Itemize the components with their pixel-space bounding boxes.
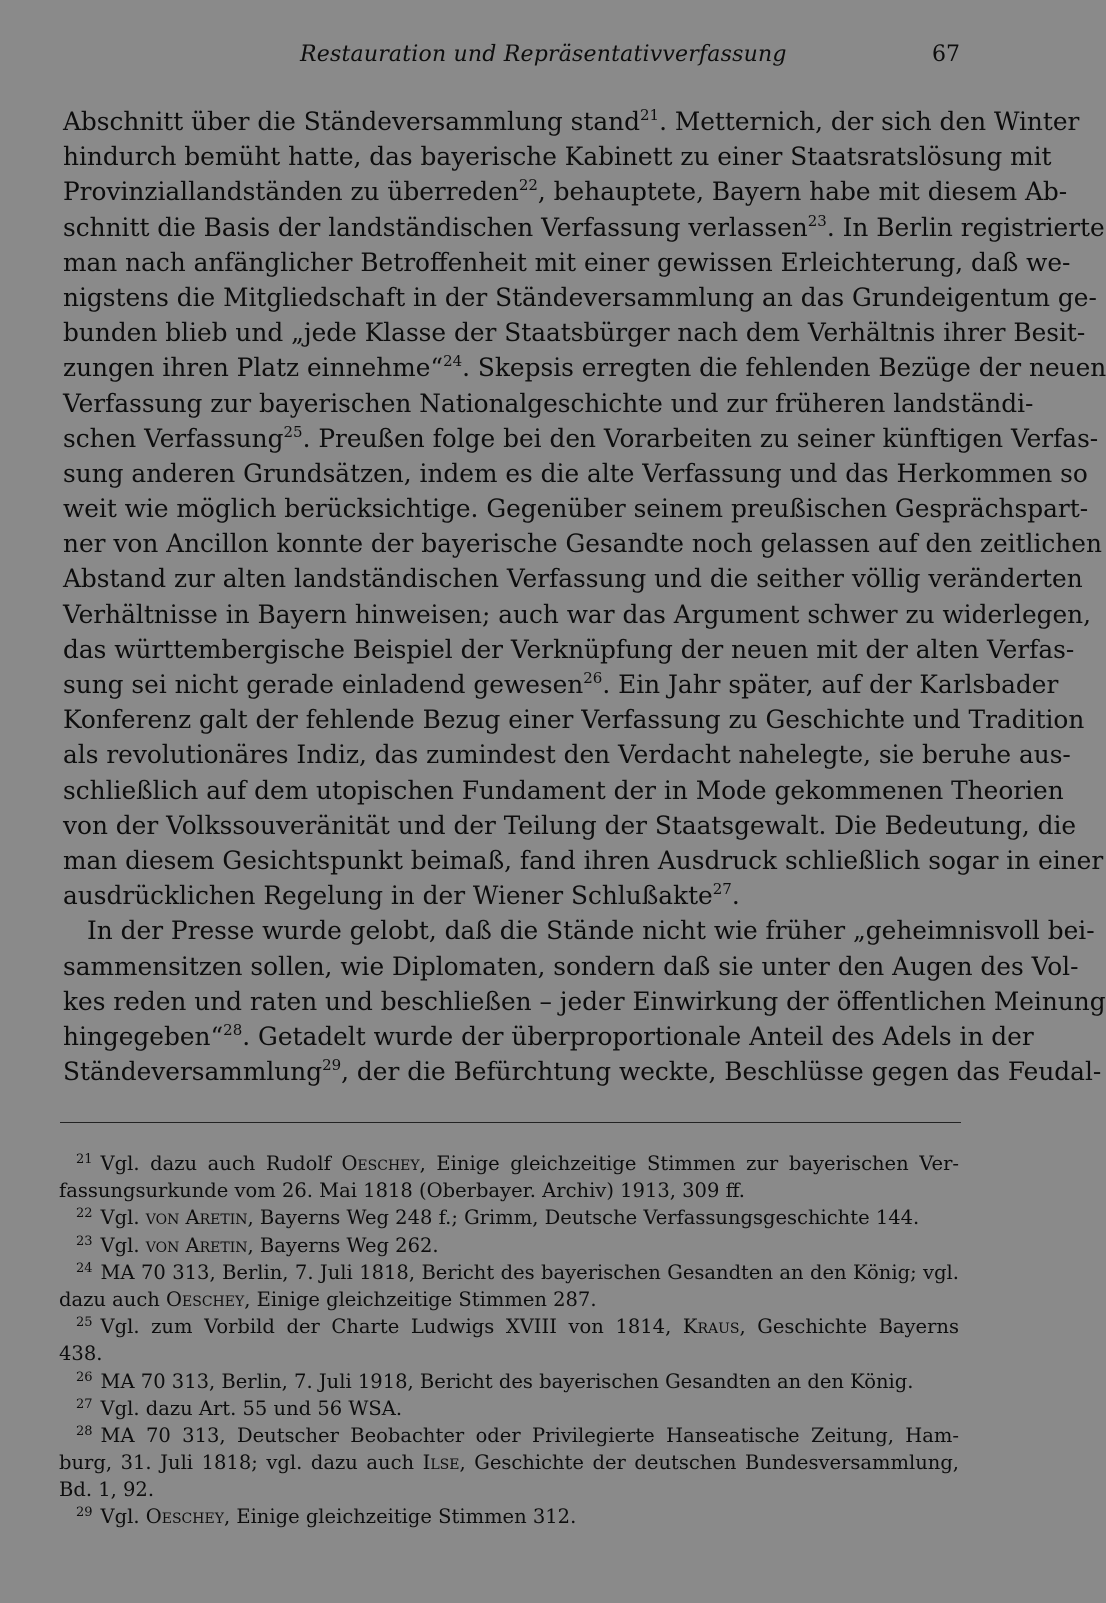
footnote-reference: 26 [583, 669, 603, 687]
author-name: von Aretin [145, 1206, 248, 1230]
footnote-reference: 28 [223, 1020, 243, 1039]
text-line [63, 315, 1086, 350]
footnote-number: 23 [76, 1233, 93, 1249]
text-run: Konferenz galt der fehlende Bezug einer Verfassung zu Geschichte und Tradition [63, 705, 1085, 735]
text-run: schließlich auf dem utopischen Fundament der in Mode gekommenen Theorien [63, 775, 1064, 805]
text-run: In der Presse wurde gelobt, daß die Stände nicht wie früher „geheimnisvoll bei- [87, 916, 1095, 946]
text-line [63, 702, 1085, 737]
text-run: bunden blieb und „jede Klasse der Staatsbürger nach dem Verhältnis ihrer Besit- [63, 318, 1086, 348]
text-run: sung sei nicht gerade einladend gewesen [63, 670, 584, 699]
text-run: . Skepsis erregten die fehlenden Bezüge der neuen [462, 353, 1106, 383]
footnote-line [59, 1177, 959, 1204]
footnote-number: 28 [76, 1423, 93, 1439]
text-line [63, 491, 1089, 526]
text-run: Provinziallandständen zu überreden [63, 177, 519, 207]
text-run: ner von Ancillon konnte der bayerische Gesandte noch gelassen auf den zeitlichen [63, 529, 1102, 559]
text-run: MA 70 313, Deutscher Beobachter oder Privilegierte Hanseatische Zeitung, Ham- [100, 1423, 959, 1447]
footnote-number: 27 [76, 1396, 93, 1412]
text-run: Abschnitt über die Ständeversammlung stand [63, 107, 640, 136]
footnote-line [59, 1259, 959, 1286]
text-run: nigstens die Mitgliedschaft in der Ständeversammlung an das Grundeigentum ge- [63, 282, 1097, 312]
text-line [63, 245, 1071, 280]
footnote-line [59, 1368, 959, 1395]
text-run: MA 70 313, Berlin, 7. Juli 1818, Bericht des bayerischen Gesandten an den König; vgl. [100, 1260, 959, 1284]
footnote-separator [60, 1122, 961, 1123]
footnote-line [59, 1150, 959, 1177]
text-run: Vgl. [100, 1505, 146, 1529]
text-run: ausdrücklichen Regelung in der Wiener Schlußakte [63, 881, 713, 911]
author-name: von Aretin [145, 1233, 248, 1257]
text-run: Vgl. [100, 1233, 146, 1257]
text-run: MA 70 313, Berlin, 7. Juli 1918, Bericht des bayerischen Gesandten an den König. [100, 1369, 914, 1393]
footnote-line [59, 1503, 959, 1530]
footnote [59, 1150, 959, 1204]
author-name: Oeschey [341, 1152, 420, 1175]
text-run: . Getadelt wurde der überproportionale Anteil des Adels in der [242, 1021, 1034, 1051]
text-run: schen Verfassung [63, 423, 284, 453]
text-line [63, 210, 1105, 245]
text-run: , Bayerns Weg 262. [247, 1233, 439, 1257]
author-name: Oeschey [166, 1287, 245, 1311]
text-run: . Metternich, der sich den Winter [659, 107, 1080, 136]
text-line [63, 773, 1064, 808]
text-run: hindurch bemüht hatte, das bayerische Kabinett zu einer Staatsratslösung mit [63, 142, 1052, 172]
text-line [63, 1054, 1102, 1089]
text-run: man diesem Gesichtspunkt beimaß, fand ihren Ausdruck schließlich sogar in einer [63, 845, 1104, 875]
footnote-line [59, 1476, 959, 1503]
text-run: , Einige gleichzeitige Stimmen zur bayerischen Ver- [419, 1152, 959, 1175]
footnote-reference: 27 [712, 880, 732, 899]
author-name: Oeschey [145, 1505, 224, 1529]
author-name: Ilse [422, 1451, 460, 1475]
text-run: . Preußen folge bei den Vorarbeiten zu seiner künftigen Verfas- [302, 423, 1099, 453]
text-run: als revolutionäres Indiz, das zumindest den Verdacht nahelegte, sie beruhe aus- [63, 740, 1071, 770]
footnote [59, 1422, 959, 1504]
text-line [63, 843, 1104, 878]
footnote [59, 1259, 959, 1313]
footnote [59, 1232, 959, 1259]
text-line [63, 737, 1071, 772]
text-run: sung anderen Grundsätzen, indem es die alte Verfassung und das Herkommen so [63, 458, 1088, 488]
text-line [63, 1019, 1034, 1054]
text-line [63, 174, 1068, 209]
text-line [63, 597, 1092, 632]
footnote [59, 1503, 959, 1530]
text-run: kes reden und raten und beschließen – jeder Einwirkung der öffentlichen Meinung [63, 986, 1106, 1016]
footnote-line [59, 1422, 959, 1449]
text-run: , Einige gleichzeitige Stimmen 287. [244, 1287, 597, 1311]
text-run: Vgl. dazu auch Rudolf [100, 1152, 342, 1175]
text-run: zungen ihren Platz einnehme“ [63, 353, 444, 383]
text-run: , Einige gleichzeitige Stimmen 312. [223, 1505, 577, 1529]
text-line [63, 949, 1079, 984]
text-line [63, 984, 1106, 1019]
text-run: schnitt die Basis der landständischen Verfassung verlassen [63, 212, 808, 242]
footnote-line [59, 1313, 959, 1340]
footnote [59, 1204, 959, 1231]
text-line [63, 808, 1077, 843]
footnote-reference: 29 [322, 1056, 342, 1075]
running-title: Restauration und Repräsentativverfassung [300, 42, 787, 67]
text-run: . Ein Jahr später, auf der Karlsbader [602, 670, 1059, 699]
text-run: Verfassung zur bayerischen Nationalgeschichte und zur früheren landständi- [63, 388, 1034, 418]
text-run: hingegeben“ [63, 1021, 224, 1051]
footnote-number: 24 [76, 1260, 93, 1276]
footnote-reference: 24 [443, 352, 463, 371]
footnotes [59, 1150, 959, 1531]
footnote-reference: 22 [518, 176, 538, 195]
paragraph [63, 104, 1106, 913]
text-line [63, 104, 1080, 139]
footnote-reference: 25 [283, 422, 303, 441]
footnote-line [59, 1340, 959, 1367]
text-run: Vgl. zum Vorbild der Charte Ludwigs XVIII von 1814, [100, 1315, 683, 1339]
text-run: . In Berlin registrierte [826, 212, 1105, 242]
text-line [63, 913, 1095, 948]
footnote-line [59, 1232, 959, 1259]
text-line [63, 139, 1052, 174]
paragraph [63, 913, 1106, 1089]
text-run: , der die Befürchtung weckte, Beschlüsse gegen das Feudal- [341, 1057, 1102, 1087]
text-line [63, 386, 1034, 421]
footnote [59, 1368, 959, 1395]
footnote-number: 21 [76, 1152, 93, 1167]
text-run: , Geschichte der deutschen Bundesversammlung, [459, 1451, 960, 1475]
footnote-line [59, 1286, 959, 1313]
footnote-number: 29 [76, 1505, 93, 1521]
footnote [59, 1395, 959, 1422]
text-line [63, 878, 959, 913]
footnote-line [59, 1449, 959, 1476]
text-run: Ständeversammlung [63, 1057, 323, 1087]
footnote-number: 26 [76, 1369, 93, 1385]
text-run: Bd. 1, 92. [59, 1478, 155, 1502]
text-line [63, 350, 1106, 385]
footnote [59, 1313, 959, 1367]
text-run: . [731, 881, 740, 911]
page-number: 67 [932, 42, 960, 67]
text-line [63, 421, 1099, 456]
text-line [63, 632, 1075, 667]
footnote-reference: 21 [639, 106, 660, 124]
text-line [63, 561, 1083, 596]
text-run: 438. [59, 1342, 103, 1366]
text-run: Vgl. dazu Art. 55 und 56 WSA. [100, 1396, 403, 1420]
text-line [63, 667, 1059, 702]
text-run: fassungsurkunde vom 26. Mai 1818 (Oberbayer. Archiv) 1913, 309 ff. [59, 1179, 745, 1203]
text-line [63, 280, 1097, 315]
text-run: burg, 31. Juli 1818; vgl. dazu auch [59, 1451, 423, 1475]
footnote-line [59, 1395, 959, 1422]
body-text [63, 104, 1106, 1089]
text-run: weit wie möglich berücksichtige. Gegenüber seinem preußischen Gesprächspart- [63, 494, 1089, 524]
text-run: Verhältnisse in Bayern hinweisen; auch war das Argument schwer zu widerlegen, [63, 599, 1092, 629]
text-run: sammensitzen sollen, wie Diplomaten, sondern daß sie unter den Augen des Vol- [63, 951, 1079, 981]
text-run: das württembergische Beispiel der Verknüpfung der neuen mit der alten Verfas- [63, 634, 1075, 664]
text-run: dazu auch [59, 1287, 167, 1311]
footnote-number: 25 [76, 1315, 93, 1331]
text-line [63, 526, 1102, 561]
text-run: Vgl. [100, 1206, 146, 1230]
footnote-reference: 23 [807, 211, 827, 230]
text-run: man nach anfänglicher Betroffenheit mit einer gewissen Erleichterung, daß we- [63, 247, 1071, 277]
text-run: , behauptete, Bayern habe mit diesem Ab- [537, 177, 1068, 207]
footnote-line [59, 1204, 959, 1231]
text-run: , Geschichte Bayerns [739, 1315, 959, 1339]
text-run: Abstand zur alten landständischen Verfassung und die seither völlig veränderten [63, 564, 1083, 594]
text-line [63, 456, 1088, 491]
text-run: , Bayerns Weg 248 f.; Grimm, Deutsche Verfassungsgeschichte 144. [247, 1206, 920, 1230]
footnote-number: 22 [76, 1206, 93, 1222]
author-name: Kraus [682, 1315, 740, 1339]
text-run: von der Volkssouveränität und der Teilung der Staatsgewalt. Die Bedeutung, die [63, 810, 1077, 840]
